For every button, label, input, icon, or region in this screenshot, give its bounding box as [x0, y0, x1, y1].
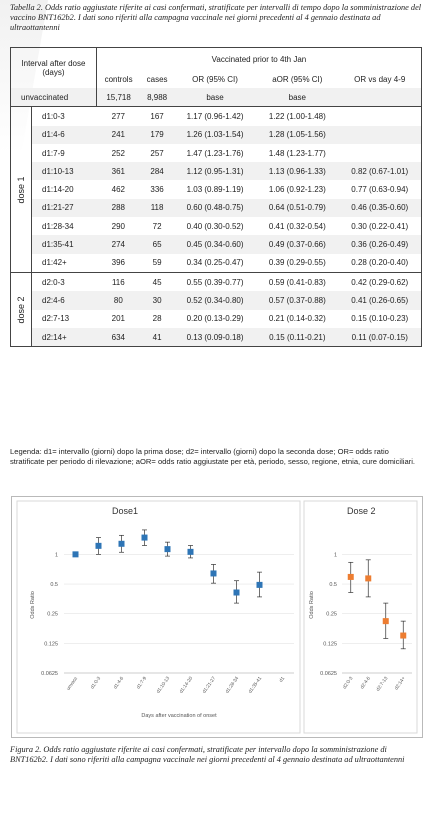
table-row	[11, 328, 422, 347]
data-point-marker	[165, 546, 171, 552]
or-cell: 1.03 (0.89-1.19)	[186, 185, 244, 195]
y-tick-label: 0.5	[50, 582, 58, 589]
x-axis-label: Days after vaccination of onset	[141, 713, 217, 719]
table-row	[11, 88, 422, 107]
dose-group-text: dose 1	[16, 176, 26, 204]
dose-group-label	[11, 107, 32, 273]
table-row	[11, 162, 422, 180]
table-row	[11, 272, 422, 291]
or-cell: 1.26 (1.03-1.54)	[174, 126, 256, 144]
y-tick-label: 1	[54, 552, 58, 559]
aor-cell: 1.06 (0.92-1.23)	[268, 185, 326, 195]
table-row	[11, 107, 422, 126]
y-tick-label: 0.25	[326, 611, 337, 618]
vs-cell	[338, 144, 421, 162]
cases-cell: 30	[140, 291, 174, 309]
x-tick-label: d1:7-9	[136, 676, 149, 691]
x-tick-label: d2:4-6	[359, 676, 372, 691]
data-point-marker	[119, 541, 125, 547]
aor-cell: 0.15 (0.11-0.21)	[256, 328, 338, 347]
interval-cell: d1:42+	[42, 258, 67, 268]
cases-cell: 45	[140, 272, 174, 291]
figure-panel	[11, 496, 423, 738]
cases-cell: 8,988	[140, 88, 174, 107]
controls-cell: 288	[96, 199, 140, 217]
x-tick-label: d1:28-34	[225, 676, 241, 695]
aor-cell: 0.21 (0.14-0.32)	[268, 314, 326, 324]
or-cell: 1.47 (1.23-1.76)	[186, 148, 244, 158]
data-point-marker	[400, 633, 406, 639]
x-tick-label: d2:7-13	[375, 676, 390, 693]
controls-cell: 361	[96, 162, 140, 180]
cases-cell: 257	[150, 148, 164, 158]
column-header: cases	[146, 74, 168, 84]
column-header: OR (95% CI)	[192, 74, 238, 84]
chart-title: Dose1	[112, 506, 139, 516]
table-row	[11, 199, 422, 217]
controls-cell: 80	[96, 291, 140, 309]
data-point-marker	[73, 551, 79, 557]
figure-caption: Figura 2. Odds ratio aggiustate riferite ai casi confermati, stratificate per intervallo dopo la somministrazione di BNT162b2. I dati sono riferiti alla campagna vaccinale nei giorni precedenti al 4 gennaio destinata ad ultraottantenni	[10, 745, 405, 764]
interval-cell: d1:14-20	[42, 185, 74, 195]
cases-cell: 72	[152, 221, 162, 231]
aor-cell: 1.48 (1.23-1.77)	[268, 148, 326, 158]
y-tick-label: 1	[333, 552, 337, 559]
data-point-marker	[383, 618, 389, 624]
vs-cell: 0.28 (0.20-0.40)	[351, 258, 409, 268]
dose-group-text: dose 2	[16, 296, 26, 324]
interval-cell: d1:7-9	[42, 148, 65, 158]
y-tick-label: 0.125	[44, 641, 58, 648]
table-row	[11, 291, 422, 309]
x-tick-label: unvacc	[66, 676, 80, 692]
table-row	[11, 217, 422, 235]
vs-cell	[338, 126, 421, 144]
cases-cell: 167	[140, 107, 174, 126]
chart-background	[12, 497, 422, 737]
chart-title: Dose 2	[347, 506, 376, 516]
x-tick-label: d1:4-6	[113, 676, 126, 691]
or-cell: 0.20 (0.13-0.29)	[186, 314, 244, 324]
aor-cell: 0.49 (0.37-0.66)	[256, 235, 338, 253]
controls-cell: 241	[96, 126, 140, 144]
table-legend: Legenda: d1= intervallo (giorni) dopo la prima dose; d2= intervallo (giorni) dopo la seconda dose; OR= odds ratio stratificate per periodo di rilevazione; aOR= odds ratio aggiustate per età, periodo, sesso, regione, etnia, cure domiciliari.	[10, 447, 416, 466]
cases-cell: 65	[140, 235, 174, 253]
controls-cell: 252	[111, 148, 125, 158]
controls-cell: 274	[96, 235, 140, 253]
table-row	[11, 254, 422, 273]
data-point-marker	[365, 575, 371, 581]
interval-cell: d1:21-27	[32, 199, 97, 217]
column-header: aOR (95% CI)	[272, 74, 323, 84]
table-row	[11, 144, 422, 162]
aor-cell: 0.41 (0.32-0.54)	[268, 221, 326, 231]
or-cell: 0.13 (0.09-0.18)	[174, 328, 256, 347]
y-axis-label: Odds Ratio	[30, 591, 36, 619]
x-tick-label: d2:14+	[394, 676, 407, 692]
or-cell: 0.52 (0.34-0.80)	[174, 291, 256, 309]
interval-cell: d2:4-6	[32, 291, 97, 309]
interval-cell: d1:0-3	[32, 107, 97, 126]
aor-cell: 1.28 (1.05-1.56)	[256, 126, 338, 144]
controls-cell: 462	[111, 185, 125, 195]
vs-cell: 0.30 (0.22-0.41)	[351, 221, 409, 231]
aor-cell: 0.59 (0.41-0.83)	[256, 272, 338, 291]
interval-header-line2: (days)	[42, 68, 65, 77]
column-header: controls	[104, 74, 133, 84]
aor-cell: 1.13 (0.96-1.33)	[256, 162, 338, 180]
vs-cell: 0.41 (0.26-0.65)	[338, 291, 421, 309]
vs-cell: 0.36 (0.26-0.49)	[338, 235, 421, 253]
vs-cell	[338, 107, 421, 126]
or-cell: 1.17 (0.96-1.42)	[174, 107, 256, 126]
controls-cell: 396	[111, 258, 125, 268]
data-point-marker	[348, 574, 354, 580]
data-point-marker	[188, 549, 194, 555]
table-row	[11, 235, 422, 253]
cases-cell: 59	[152, 258, 162, 268]
or-cell: base	[174, 88, 256, 107]
vs-cell: 0.46 (0.35-0.60)	[338, 199, 421, 217]
or-cell: 1.12 (0.95-1.31)	[174, 162, 256, 180]
aor-cell: 1.22 (1.00-1.48)	[256, 107, 338, 126]
table-row	[11, 126, 422, 144]
interval-cell: d1:10-13	[32, 162, 97, 180]
odds-ratio-table	[10, 47, 422, 347]
cases-cell: 118	[140, 199, 174, 217]
aor-cell: 0.64 (0.51-0.79)	[256, 199, 338, 217]
interval-cell: unvaccinated	[11, 88, 97, 107]
controls-cell: 634	[96, 328, 140, 347]
data-point-marker	[234, 590, 240, 596]
interval-cell: d2:14+	[32, 328, 97, 347]
or-cell: 0.60 (0.48-0.75)	[174, 199, 256, 217]
y-tick-label: 0.5	[329, 582, 337, 589]
vaccinated-header: Vaccinated prior to 4th Jan	[211, 54, 307, 64]
or-cell: 0.45 (0.34-0.60)	[174, 235, 256, 253]
y-tick-label: 0.0625	[41, 671, 58, 677]
x-tick-label: d2:0-3	[342, 676, 355, 691]
table-row	[11, 180, 422, 198]
cases-cell: 28	[152, 314, 162, 324]
y-tick-label: 0.25	[47, 611, 58, 618]
or-cell: 0.55 (0.39-0.77)	[174, 272, 256, 291]
controls-cell: 15,718	[96, 88, 140, 107]
data-point-marker	[142, 535, 148, 541]
x-tick-label: d1:0-3	[90, 676, 103, 691]
cases-cell: 284	[140, 162, 174, 180]
aor-cell: base	[256, 88, 338, 107]
table-caption: Tabella 2. Odds ratio aggiustate riferite ai casi confermati, stratificate per intervalli di tempo dopo la somministrazione del vaccino BNT162b2. I dati sono riferiti alla campagna vaccinale nei giorni precedenti al 4 gennaio destinata ad ultraottantenni	[10, 3, 422, 32]
cases-cell: 41	[140, 328, 174, 347]
or-cell: 0.34 (0.25-0.47)	[186, 258, 244, 268]
data-point-marker	[211, 570, 217, 576]
interval-cell: d2:0-3	[32, 272, 97, 291]
interval-cell: d1:35-41	[32, 235, 97, 253]
data-point-marker	[96, 543, 102, 549]
column-header: OR vs day 4-9	[354, 74, 406, 84]
odds-ratio-chart	[12, 497, 422, 737]
aor-cell: 0.57 (0.37-0.88)	[256, 291, 338, 309]
aor-cell: 0.39 (0.29-0.55)	[268, 258, 326, 268]
cases-cell: 336	[150, 185, 164, 195]
controls-cell: 290	[111, 221, 125, 231]
y-axis-label: Odds Ratio	[309, 591, 315, 619]
x-tick-label: d1	[278, 676, 287, 684]
table-row	[11, 310, 422, 328]
interval-cell: d2:7-13	[42, 314, 70, 324]
x-tick-label: d1:35-41	[248, 676, 264, 695]
x-tick-label: d1:21-27	[202, 676, 218, 695]
interval-header	[11, 48, 97, 89]
vs-cell: 0.42 (0.29-0.62)	[338, 272, 421, 291]
dose-group-label	[11, 272, 32, 346]
x-tick-label: d1:10-13	[156, 676, 172, 695]
interval-header-line1: Interval after dose	[21, 59, 86, 68]
vs-cell: 0.15 (0.10-0.23)	[351, 314, 409, 324]
interval-cell: d1:28-34	[42, 221, 74, 231]
cases-cell: 179	[140, 126, 174, 144]
controls-cell: 277	[96, 107, 140, 126]
x-tick-label: d1:14-20	[179, 676, 195, 695]
vs-cell	[338, 88, 421, 107]
data-point-marker	[257, 582, 263, 588]
vs-cell: 0.11 (0.07-0.15)	[338, 328, 421, 347]
or-cell: 0.40 (0.30-0.52)	[186, 221, 244, 231]
controls-cell: 201	[111, 314, 125, 324]
interval-cell: d1:4-6	[32, 126, 97, 144]
controls-cell: 116	[96, 272, 140, 291]
y-tick-label: 0.0625	[320, 671, 337, 677]
vs-cell: 0.82 (0.67-1.01)	[338, 162, 421, 180]
vs-cell: 0.77 (0.63-0.94)	[351, 185, 409, 195]
y-tick-label: 0.125	[323, 641, 337, 648]
